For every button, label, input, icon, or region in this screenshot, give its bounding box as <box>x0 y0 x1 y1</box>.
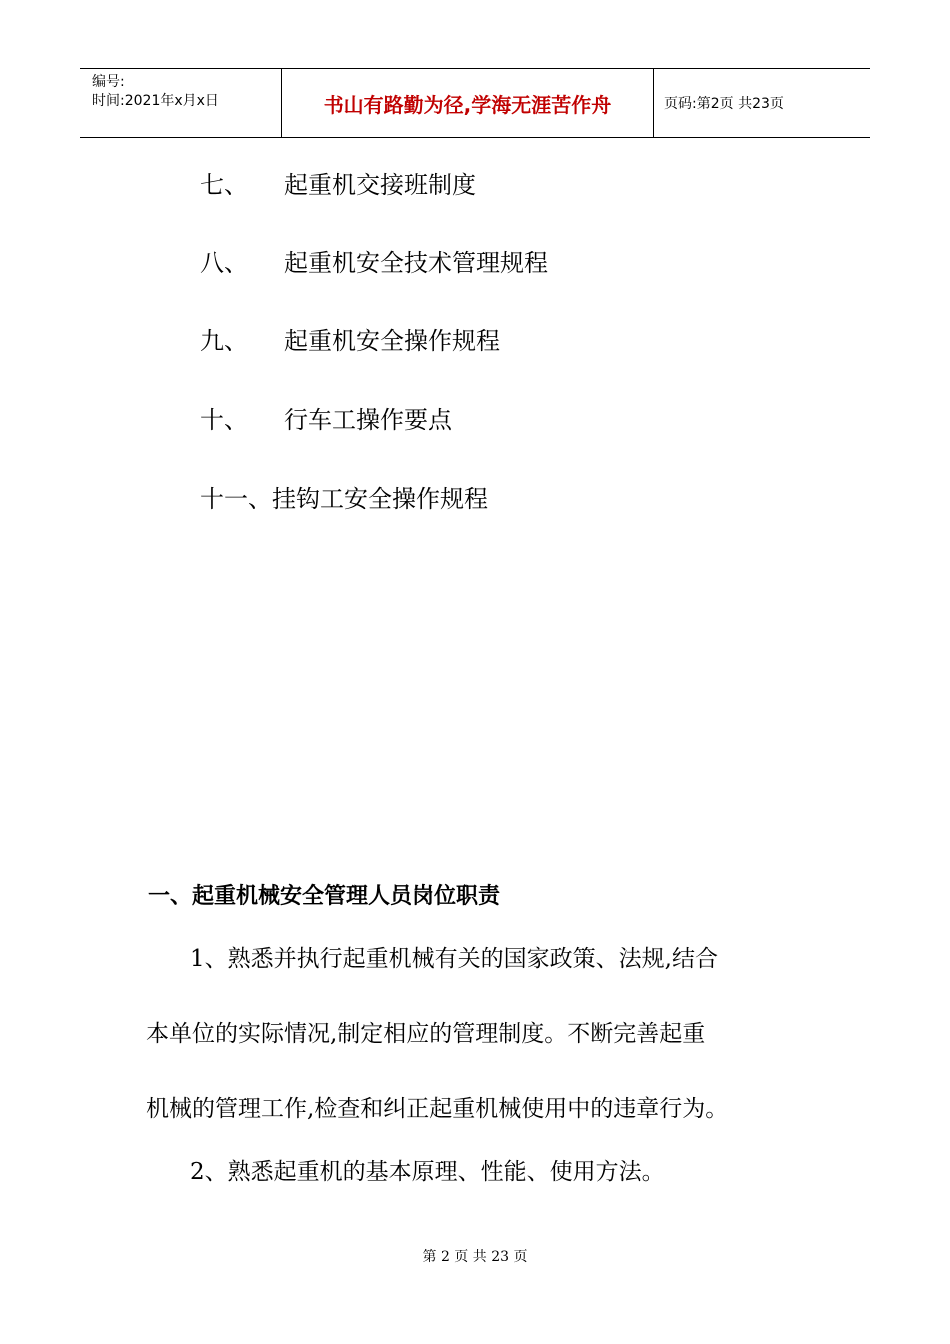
page-footer: 第 2 页 共 23 页 <box>422 1249 528 1265</box>
paragraph-line: 1、熟悉并执行起重机械有关的国家政策、法规,结合 <box>190 946 718 972</box>
paragraph-line: 2、熟悉起重机的基本原理、性能、使用方法。 <box>190 1159 665 1185</box>
paragraph-line: 机械的管理工作,检查和纠正起重机械使用中的违章行为。 <box>146 1096 729 1122</box>
number-label: 编号: <box>92 74 125 90</box>
time-label: 时间:2021年x月x日 <box>92 93 219 109</box>
toc-item-number: 八、 <box>200 249 248 277</box>
header-motto: 书山有路勤为径,学海无涯苦作舟 <box>282 69 654 137</box>
toc-item-number: 七、 <box>200 171 248 199</box>
page-header <box>80 68 870 138</box>
section-title: 一、起重机械安全管理人员岗位职责 <box>148 884 501 909</box>
toc-item-number: 十、 <box>200 406 248 434</box>
toc-item-title: 行车工操作要点 <box>284 406 452 434</box>
toc-item-number: 九、 <box>200 327 248 355</box>
toc-item <box>200 405 452 435</box>
toc-item: 十一、挂钩工安全操作规程 <box>200 485 488 513</box>
header-meta <box>80 69 282 137</box>
toc-item <box>200 170 476 200</box>
toc-item-title: 起重机交接班制度 <box>284 171 476 199</box>
paragraph-line: 本单位的实际情况,制定相应的管理制度。不断完善起重 <box>146 1021 706 1047</box>
toc-item <box>200 326 500 356</box>
toc-item <box>200 248 548 278</box>
header-page-info: 页码:第2页 共23页 <box>664 96 784 112</box>
toc-item-title: 起重机安全技术管理规程 <box>284 249 548 277</box>
toc-item-title: 起重机安全操作规程 <box>284 327 500 355</box>
